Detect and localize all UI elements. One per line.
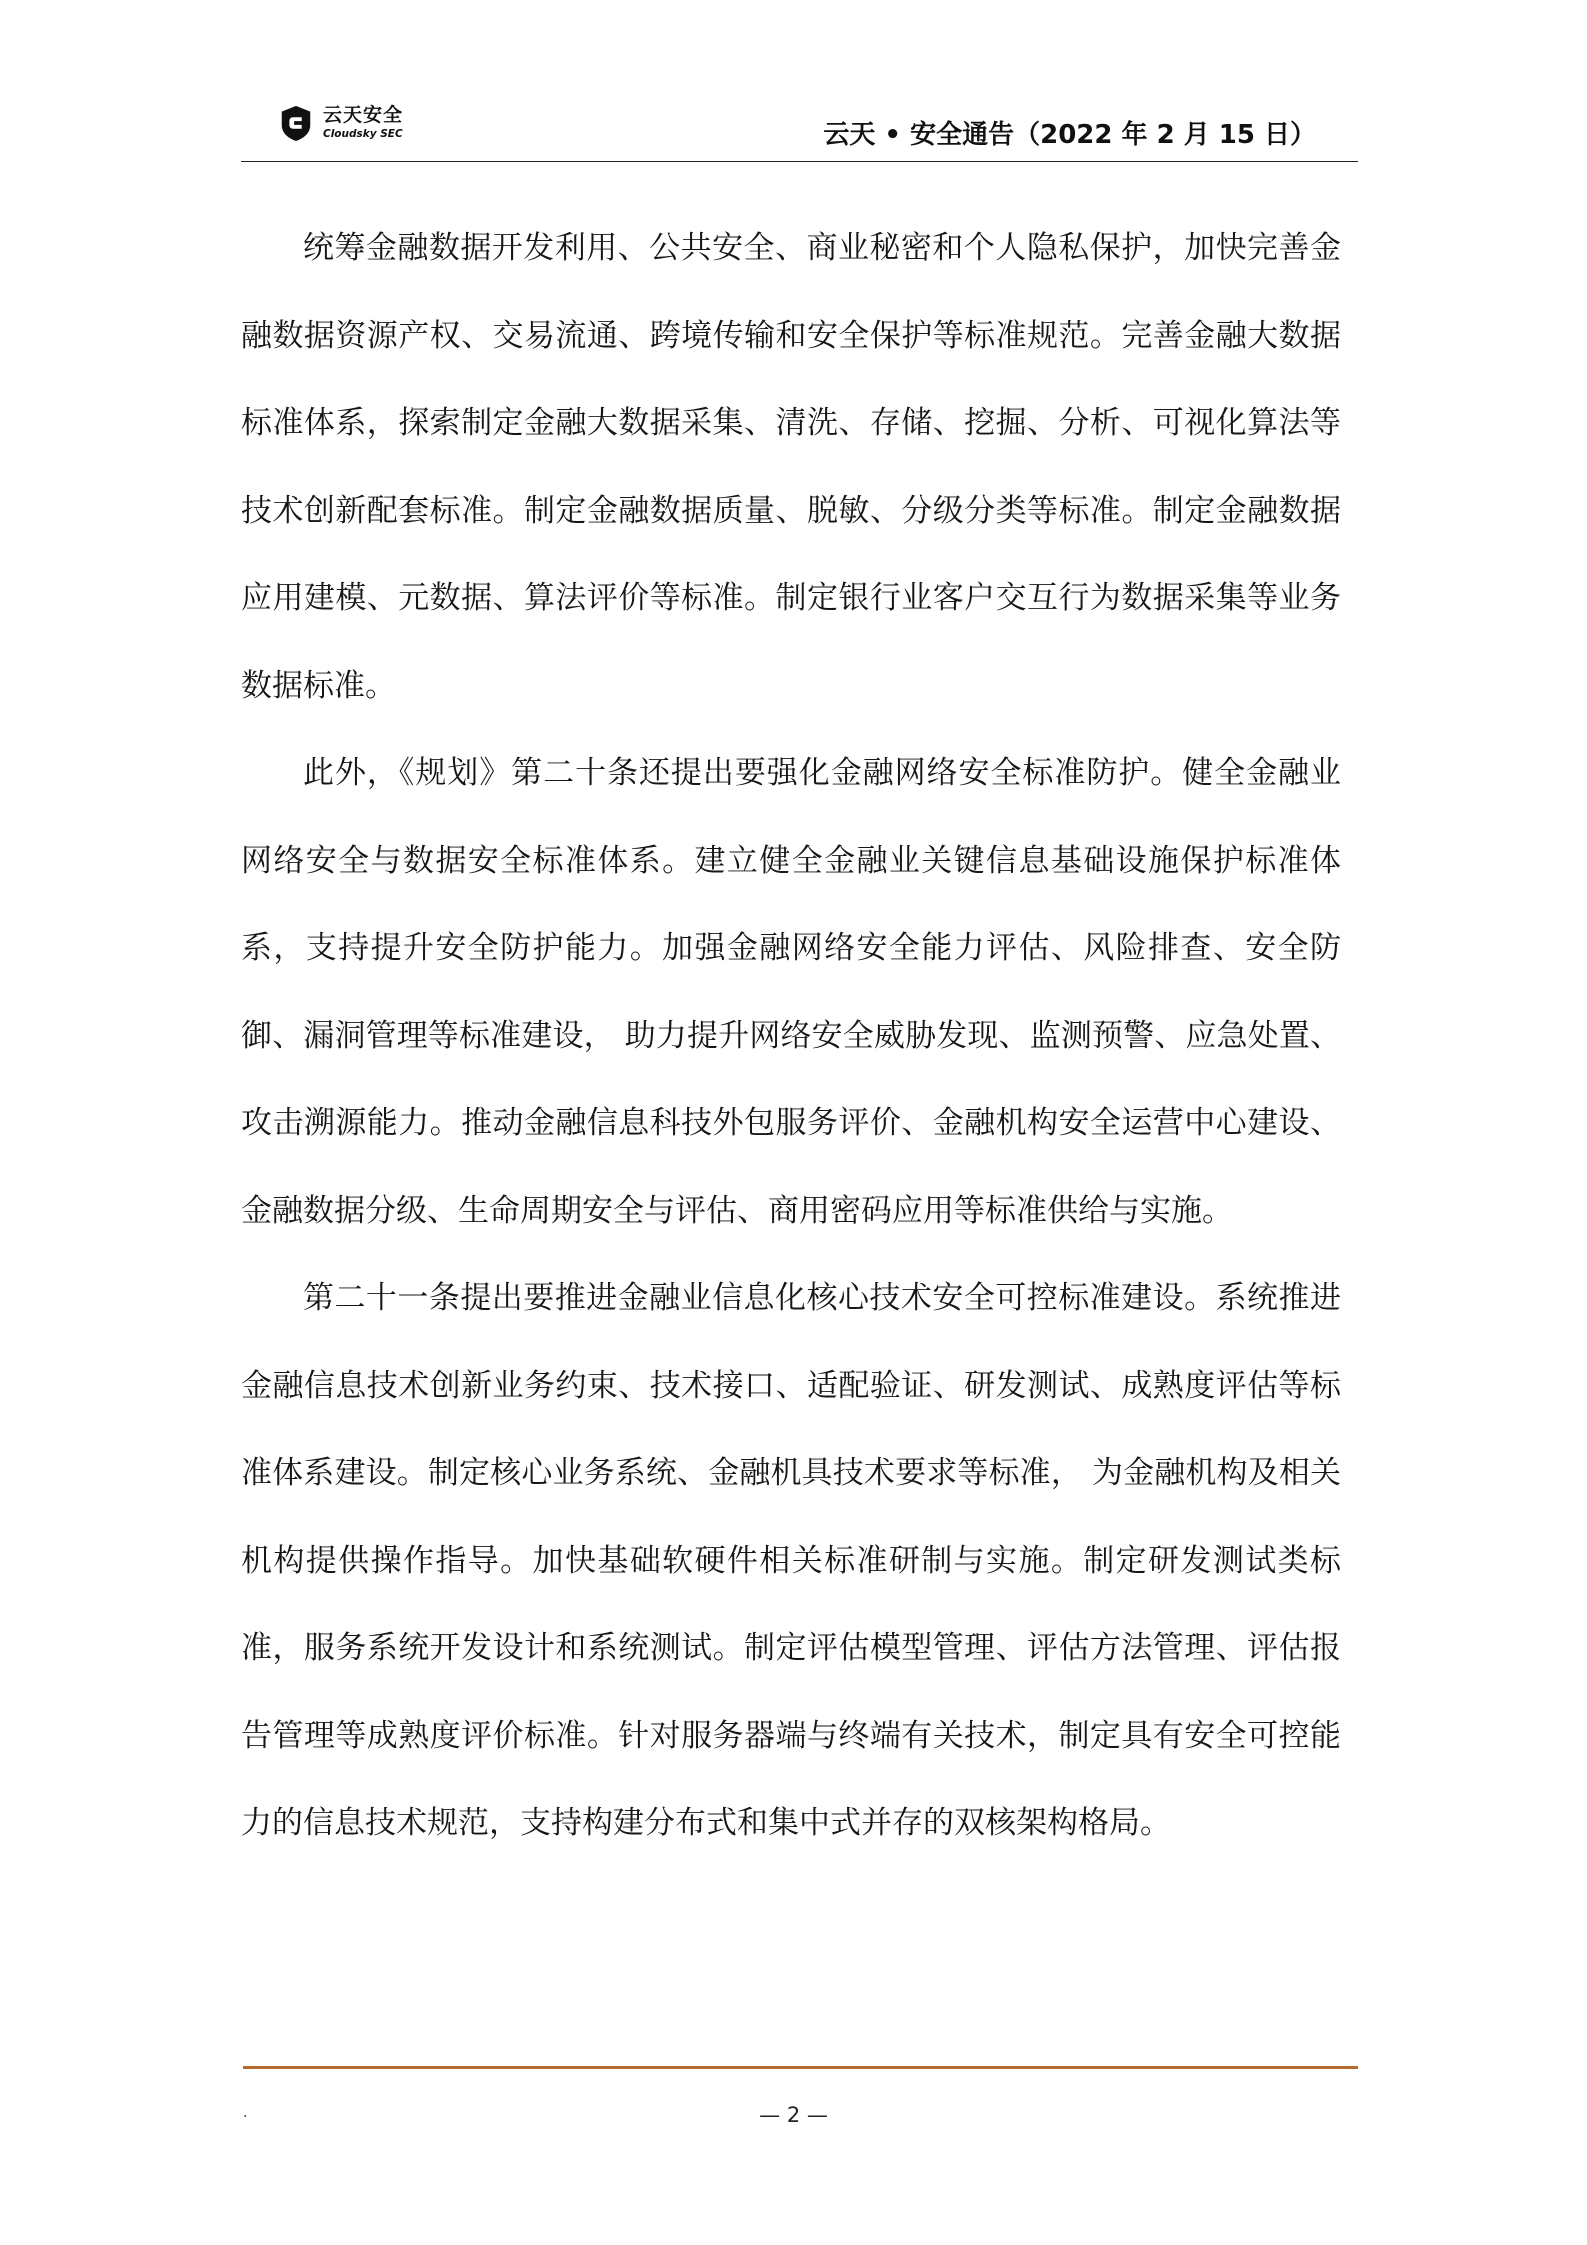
footer-mark: . [243,2105,248,2121]
cloudsky-logo-icon [277,104,315,142]
footer-divider [243,2066,1358,2069]
bulletin-title: 云天 • 安全通告（2022 年 2 月 15 日） [823,120,1316,150]
brand-logo [277,98,403,148]
paragraph-data-standards: 统筹金融数据开发利用、公共安全、商业秘密和个人隐私保护，加快完善金融数据资源产权、交易流通、跨境传输和安全保护等标准规范。完善金融大数据标准体系，探索制定金融大数据采集、清洗、存储、挖掘、分析、可视化算法等技术创新配套标准。制定金融数据质量、脱敏、分级分类等标准。制定金融数据应用建模、元数据、算法评价等标准。制定银行业客户交互行为数据采集等业务数据标准。 [241,230,1341,704]
header-divider [241,161,1358,162]
document-body [241,205,1341,1868]
paragraph-network-security: 此外，《规划》第二十条还提出要强化金融网络安全标准防护。健全金融业网络安全与数据安全标准体系。建立健全金融业关键信息基础设施保护标准体系，支持提升安全防护能力。加强金融网络安全能力评估、风险排查、安全防御、漏洞管理等标准建设， 助力提升网络安全威胁发现、监测预警、应急处置、攻击溯源能力。推动金融信息科技外包服务评价、金融机构安全运营中心建设、金融数据分级、生命周期安全与评估、商用密码应用等标准供给与实施。 [241,755,1341,1229]
logo-chinese-name: 云天安全 [323,104,404,127]
page-number: — 2 — [759,2103,828,2127]
page-header [241,90,1358,162]
paragraph-core-technology: 第二十一条提出要推进金融业信息化核心技术安全可控标准建设。系统推进金融信息技术创新业务约束、技术接口、适配验证、研发测试、成熟度评估等标准体系建设。制定核心业务系统、金融机具技术要求等标准， 为金融机构及相关机构提供操作指导。加快基础软硬件相关标准研制与实施。制定研发测试类标准，服务系统开发设计和系统测试。制定评估模型管理、评估方法管理、评估报告管理等成熟度评价标准。针对服务器端与终端有关技术，制定具有安全可控能力的信息技术规范，支持构建分布式和集中式并存的双核架构格局。 [241,1280,1341,1841]
logo-english-name: Cloudsky SEC [323,128,403,141]
